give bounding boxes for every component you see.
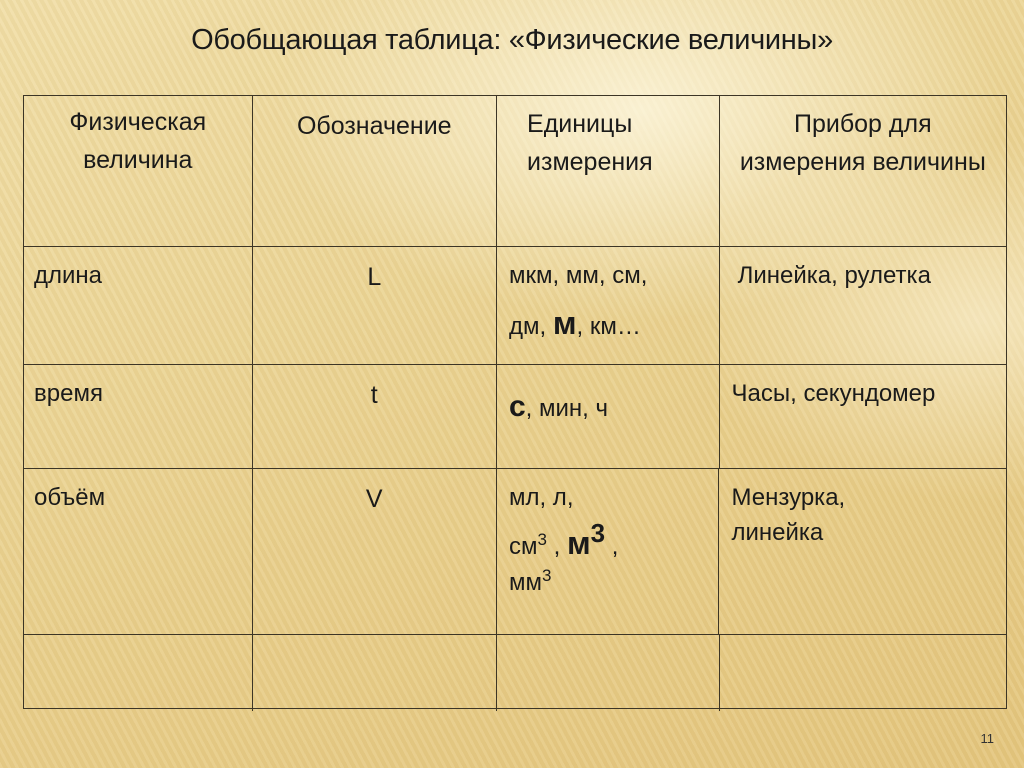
units-cell (496, 635, 719, 711)
units-line: мл, л, (508, 484, 574, 511)
instrument-cell (719, 635, 1006, 711)
page-number: 11 (980, 731, 994, 746)
symbol-text: L (367, 263, 382, 291)
symbol-text: t (370, 381, 378, 409)
header-instrument: Прибор для измерения величины (719, 96, 1006, 246)
units-line: $см^3$ , $м^3$ , (508, 517, 619, 561)
symbol-cell (252, 635, 497, 711)
base-unit: с (508, 390, 526, 423)
units-cell (496, 469, 719, 635)
base-unit: м (566, 524, 591, 561)
table-row-empty (24, 634, 1006, 711)
table-row-volume (24, 468, 1006, 635)
physical-quantities-table (23, 95, 1007, 709)
units-cell (496, 247, 719, 365)
units-line: с, мин, ч (508, 390, 609, 423)
table-header-row (24, 96, 1006, 246)
instrument-cell: Часы, секундомер (719, 365, 1007, 469)
base-unit: м (552, 304, 577, 341)
symbol-text: V (365, 485, 383, 513)
quantity-cell (24, 635, 252, 711)
quantity-cell: время (34, 380, 103, 407)
instrument-cell: Мензурка, линейка (718, 469, 1006, 635)
units-cell (496, 365, 719, 469)
slide-title: Обобщающая таблица: «Физические величины» (191, 24, 833, 56)
header-symbol: Обозначение (252, 96, 496, 246)
table-row-time (24, 364, 1006, 469)
symbol-cell (252, 247, 497, 365)
units-line: мкм, мм, см, (509, 262, 648, 289)
quantity-cell: длина (34, 262, 103, 289)
instrument-cell: Линейка, рулетка (719, 247, 1006, 365)
symbol-cell (252, 469, 496, 635)
quantity-cell: объём (34, 484, 106, 511)
symbol-cell (252, 365, 496, 469)
table-row-length (24, 246, 1006, 365)
header-units: Единицы измерения (496, 96, 719, 246)
units-line: дм, м, км… (509, 304, 641, 341)
units-line: $мм^3$ (508, 566, 552, 597)
header-quantity: Физическая величина (69, 108, 207, 174)
